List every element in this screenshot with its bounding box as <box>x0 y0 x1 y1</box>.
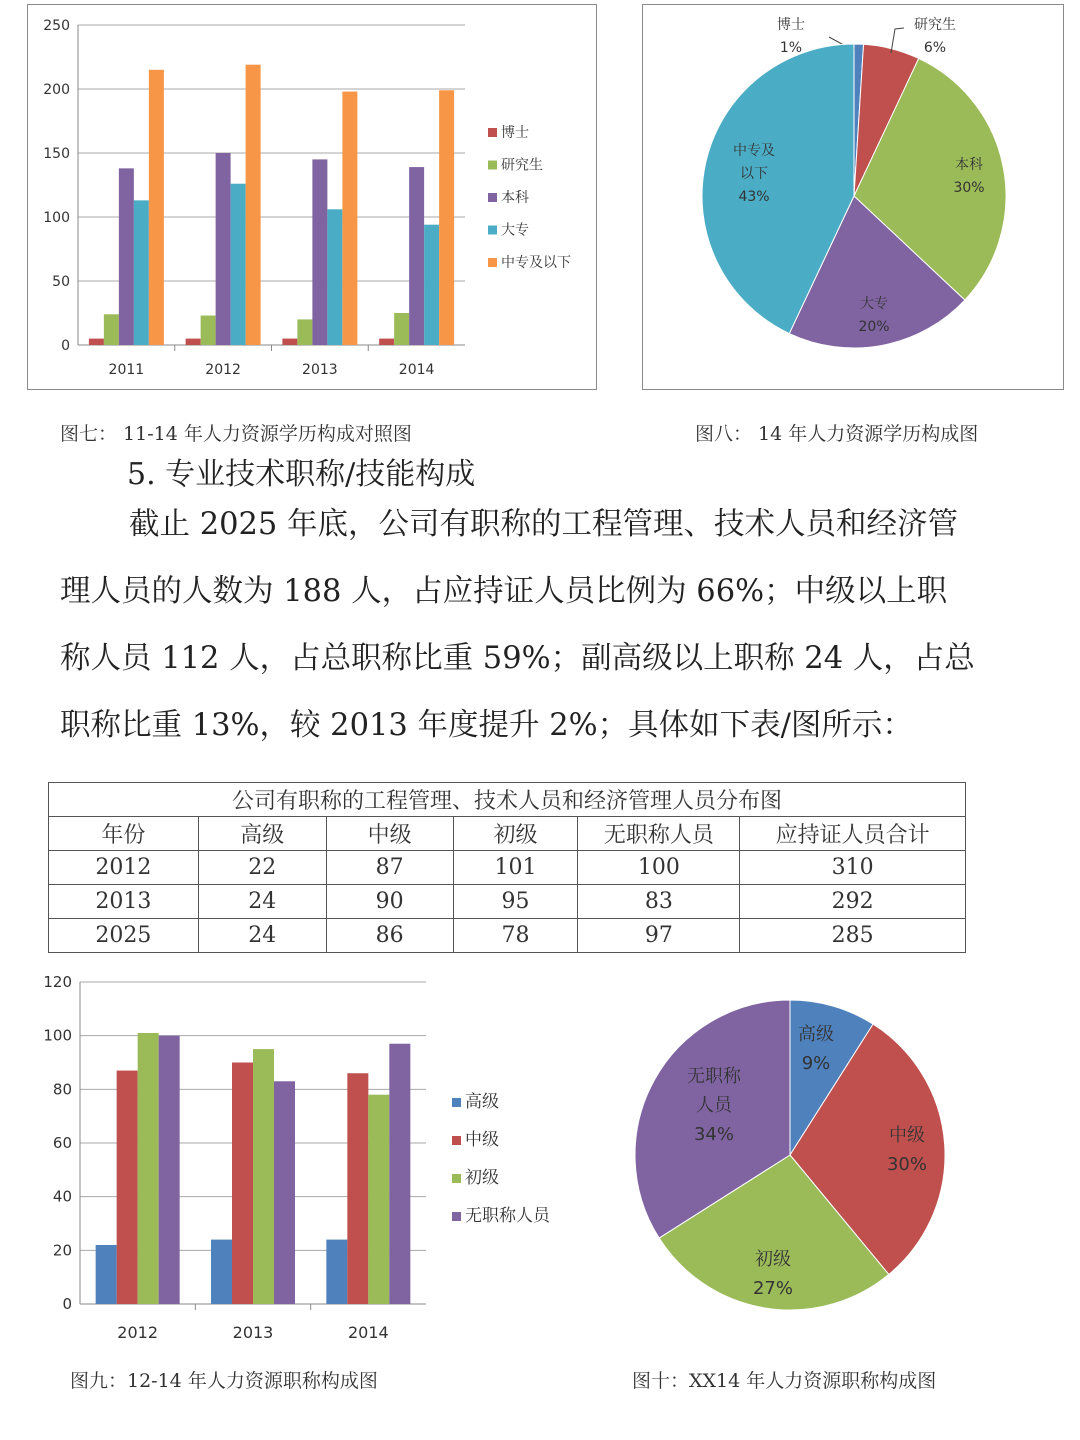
fig7-bar-博士-2013 <box>282 339 297 345</box>
fig8-slice-label: 大专 <box>860 296 888 312</box>
table-cell: 24 <box>198 919 326 953</box>
table-cell: 310 <box>740 851 966 885</box>
table-row <box>49 885 966 919</box>
fig9-bar-无职称人员-2014 <box>389 1044 410 1304</box>
fig8-slice-label: 以下 <box>740 166 768 182</box>
fig9-bar-高级-2013 <box>211 1240 232 1304</box>
fig8-slice-label: 中专及 <box>733 143 775 159</box>
fig9-legend-swatch <box>452 1098 461 1107</box>
fig7-bar-本科-2012 <box>216 153 231 345</box>
fig9-x-tick-label: 2012 <box>117 1323 159 1342</box>
table-header: 应持证人员合计 <box>740 817 966 851</box>
fig9-bar-中级-2013 <box>232 1063 253 1305</box>
fig9-y-tick-label: 40 <box>52 1187 72 1206</box>
fig7-y-tick-label: 0 <box>61 338 70 354</box>
fig7-bar-中专及以下-2011 <box>149 70 164 345</box>
fig9-y-tick-label: 20 <box>52 1241 72 1260</box>
fig8-caption: 图八： 14 年人力资源学历构成图 <box>695 423 979 445</box>
section-heading: 5. 专业技术职称/技能构成 <box>127 457 476 492</box>
fig7-legend-label: 中专及以下 <box>501 255 571 271</box>
table-cell: 24 <box>198 885 326 919</box>
fig10-caption: 图十：XX14 年人力资源职称构成图 <box>632 1370 937 1392</box>
fig10-slice-label: 初级 <box>755 1249 791 1270</box>
fig8-slice-percent: 1% <box>779 40 803 56</box>
fig7-bar-大专-2013 <box>327 209 342 345</box>
fig9-bar-初级-2013 <box>253 1049 274 1304</box>
table-cell: 90 <box>326 885 453 919</box>
fig7-legend-swatch <box>488 193 497 202</box>
table-cell: 2012 <box>49 851 199 885</box>
fig7-x-tick-label: 2011 <box>108 362 145 378</box>
fig8-pie-chart <box>643 5 1063 389</box>
fig10-slice-percent: 30% <box>886 1154 928 1175</box>
fig9-x-tick-label: 2014 <box>347 1323 389 1342</box>
fig9-y-tick-label: 100 <box>43 1026 72 1045</box>
table-title: 公司有职称的工程管理、技术人员和经济管理人员分布图 <box>49 783 966 817</box>
fig7-legend-label: 本科 <box>501 190 529 206</box>
table-header: 初级 <box>453 817 578 851</box>
paragraph-line-1: 截止 2025 年底，公司有职称的工程管理、技术人员和经济管 <box>129 507 959 542</box>
table-cell: 86 <box>326 919 453 953</box>
fig7-bar-研究生-2012 <box>201 316 216 345</box>
table-header-row <box>49 817 966 851</box>
fig8-slice-label: 研究生 <box>914 17 956 33</box>
table-cell: 2013 <box>49 885 199 919</box>
table-row <box>49 919 966 953</box>
fig9-bar-初级-2014 <box>368 1095 389 1304</box>
fig9-bar-无职称人员-2012 <box>159 1036 180 1304</box>
table-row <box>49 851 966 885</box>
fig10-slice-label: 人员 <box>696 1095 732 1116</box>
fig7-bar-本科-2011 <box>119 168 134 345</box>
fig9-caption: 图九：12-14 年人力资源职称构成图 <box>70 1370 378 1392</box>
fig10-slice-label: 中级 <box>889 1125 925 1146</box>
fig7-y-tick-label: 100 <box>43 210 70 226</box>
fig7-caption: 图七： 11-14 年人力资源学历构成对照图 <box>60 423 412 445</box>
fig8-slice-percent: 30% <box>953 180 985 196</box>
paragraph-line-2: 理人员的人数为 188 人，占应持证人员比例为 66%；中级以上职 <box>60 574 948 609</box>
fig8-slice-label: 博士 <box>777 17 805 33</box>
fig7-bar-中专及以下-2014 <box>439 90 454 345</box>
fig7-bar-博士-2014 <box>379 339 394 345</box>
table-cell: 292 <box>740 885 966 919</box>
fig9-legend-label: 高级 <box>465 1092 499 1112</box>
fig7-bar-博士-2011 <box>89 339 104 345</box>
fig7-bar-大专-2012 <box>231 184 246 345</box>
fig7-legend-label: 博士 <box>501 125 529 141</box>
fig7-legend-label: 大专 <box>501 222 529 239</box>
fig8-frame <box>642 4 1064 390</box>
table-cell: 83 <box>578 885 740 919</box>
table-cell: 100 <box>578 851 740 885</box>
fig7-bar-本科-2013 <box>312 159 327 345</box>
title-distribution-table <box>48 782 966 953</box>
fig7-y-tick-label: 150 <box>43 146 70 162</box>
fig10-slice-percent: 34% <box>693 1124 735 1145</box>
fig7-x-tick-label: 2012 <box>205 362 241 378</box>
fig9-x-tick-label: 2013 <box>232 1323 274 1342</box>
fig8-slice-percent: 43% <box>738 189 770 205</box>
table-cell: 95 <box>453 885 578 919</box>
fig9-legend-swatch <box>452 1136 461 1145</box>
table-header: 年份 <box>49 817 199 851</box>
fig9-bar-中级-2012 <box>117 1071 138 1304</box>
table-cell: 101 <box>453 851 578 885</box>
fig8-slice-label: 本科 <box>955 157 983 173</box>
table-cell: 78 <box>453 919 578 953</box>
fig10-pie-chart <box>610 975 970 1335</box>
fig9-legend-swatch <box>452 1174 461 1183</box>
fig7-bar-博士-2012 <box>186 339 201 345</box>
fig9-bar-中级-2014 <box>347 1073 368 1304</box>
table-cell: 97 <box>578 919 740 953</box>
fig7-y-tick-label: 200 <box>43 82 70 98</box>
table-cell: 285 <box>740 919 966 953</box>
table-cell: 22 <box>198 851 326 885</box>
fig7-legend-swatch <box>488 226 497 235</box>
fig7-bar-中专及以下-2013 <box>342 92 357 345</box>
fig7-bar-研究生-2014 <box>394 313 409 345</box>
fig9-legend-label: 初级 <box>465 1168 499 1188</box>
fig7-bar-研究生-2011 <box>104 314 119 345</box>
fig7-bar-大专-2011 <box>134 200 149 345</box>
fig7-y-tick-label: 50 <box>52 274 70 290</box>
fig7-bar-大专-2014 <box>424 225 439 345</box>
fig9-legend-swatch <box>452 1212 461 1221</box>
paragraph-line-4: 职称比重 13%，较 2013 年度提升 2%；具体如下表/图所示： <box>60 708 913 743</box>
fig7-frame <box>27 4 597 390</box>
fig10-slice-label: 高级 <box>798 1024 834 1045</box>
fig9-y-tick-label: 120 <box>43 973 72 991</box>
fig9-bar-高级-2014 <box>326 1240 347 1304</box>
table-header: 无职称人员 <box>578 817 740 851</box>
fig7-legend-swatch <box>488 128 497 137</box>
fig8-slice-percent: 20% <box>858 319 890 335</box>
fig9-y-tick-label: 0 <box>62 1295 72 1313</box>
table-cell: 2025 <box>49 919 199 953</box>
fig9-bar-高级-2012 <box>96 1245 117 1304</box>
fig7-y-tick-label: 250 <box>43 18 70 34</box>
fig9-legend-label: 中级 <box>465 1130 499 1150</box>
fig9-y-tick-label: 80 <box>52 1080 72 1099</box>
fig7-x-tick-label: 2014 <box>398 362 435 378</box>
fig8-slice-percent: 6% <box>923 40 947 56</box>
fig7-bar-本科-2014 <box>409 167 424 345</box>
fig7-bar-chart <box>28 5 596 389</box>
fig7-legend-swatch <box>488 161 497 170</box>
fig9-bar-chart <box>20 962 600 1362</box>
fig9-y-tick-label: 60 <box>52 1134 72 1152</box>
fig10-slice-percent: 27% <box>752 1278 794 1299</box>
fig7-x-tick-label: 2013 <box>302 362 338 378</box>
fig9-legend-label: 无职称人员 <box>465 1206 550 1226</box>
table-header: 高级 <box>198 817 326 851</box>
fig10-slice-label: 无职称 <box>687 1066 741 1087</box>
fig10-slice-percent: 9% <box>801 1053 831 1074</box>
fig9-bar-无职称人员-2013 <box>274 1081 295 1304</box>
table-header: 中级 <box>326 817 453 851</box>
paragraph-line-3: 称人员 112 人，占总职称比重 59%；副高级以上职称 24 人，占总 <box>60 641 975 676</box>
fig7-bar-研究生-2013 <box>297 319 312 345</box>
fig7-legend-swatch <box>488 258 497 267</box>
fig7-legend-label: 研究生 <box>501 157 543 174</box>
table-cell: 87 <box>326 851 453 885</box>
fig9-bar-初级-2012 <box>138 1033 159 1304</box>
fig7-bar-中专及以下-2012 <box>246 65 261 345</box>
